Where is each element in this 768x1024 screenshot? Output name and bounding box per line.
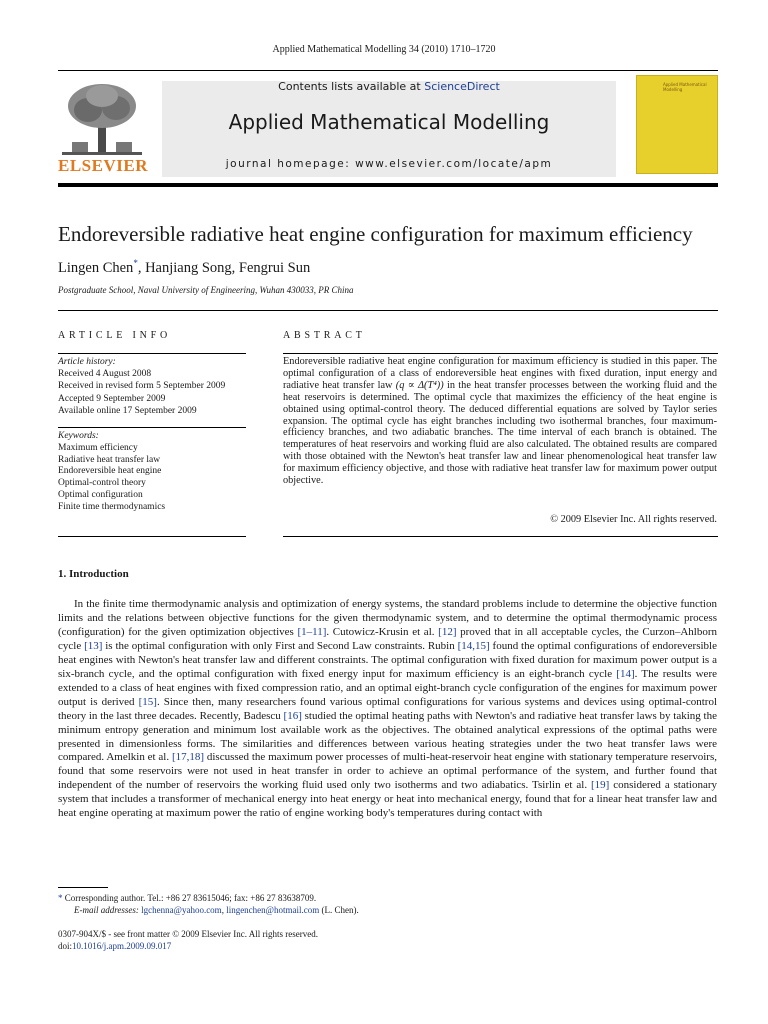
footnote-star: * [58, 893, 63, 903]
contents-prefix: Contents lists available at [278, 80, 425, 93]
keyword: Radiative heat transfer law [58, 454, 161, 465]
journal-homepage[interactable]: journal homepage: www.elsevier.com/locate/apm [225, 158, 553, 170]
journal-reference: Applied Mathematical Modelling 34 (2010) 1710–1720 [272, 44, 496, 55]
abstract-part-2: in the heat transfer processes between the working fluid and the heat reservoirs is determined. The optimal cycle that maximizes the efficiency of the heat engine is obtained using optimal-control theory. The deduced differential equations are solved by Taylor series expansion. The optimal cycle has eight branches including two isothermal branches, four maximum-efficiency branches, and two adiabatic branches. The time interval of each branch is obtained. The temperatures of heat reservoirs and working fluid are also calculated. The obtained results are compared with those obtained with the Newton's heat transfer law and linear phenomenological heat transfer law for maximum efficiency objective, and those with radiative heat transfer law for maximum power output objective. [283, 379, 717, 487]
abstract-formula: (q ∝ Δ(T⁴)) [395, 379, 444, 391]
doi-line [58, 940, 718, 952]
footnote [58, 892, 718, 916]
intro-text: is the optimal configuration with only First and Second Law constraints. Rubin [102, 639, 458, 652]
keyword: Finite time thermodynamics [58, 501, 166, 512]
history-item: Received 4 August 2008 [58, 369, 152, 380]
citation-link[interactable]: [14,15] [457, 639, 490, 652]
header-divider [58, 183, 718, 187]
front-matter [58, 928, 718, 952]
abstract-copyright: © 2009 Elsevier Inc. All rights reserved. [550, 514, 717, 525]
intro-text: . Cutowicz-Krusin et al. [326, 625, 439, 638]
email-label: E-mail addresses: [74, 905, 139, 915]
contents-line [162, 80, 616, 93]
author-rest: , Hanjiang Song, Fengrui Sun [137, 259, 311, 276]
doi-label: doi: [58, 941, 73, 951]
intro-text: considered a stationary system that includes a transformer of mechanical energy into heat energy or heat into mechanical energy, found that for a linear heat transfer law and heat engine operating at maximum power the ratio of engine working body's temperatures during contact with [58, 779, 717, 820]
history-label: Article history: [58, 357, 116, 367]
section-heading-introduction: 1. Introduction [58, 568, 129, 580]
intro-text: In the finite time thermodynamic analysis and optimization of energy systems, the standard problems include to determine the objective function limits and the relations between objective functions for the given thermodynamic system, and to determine the optimal thermodynamic process (configuration) for the given optimization objectives [58, 598, 717, 638]
issn-line: 0307-904X/$ - see front matter © 2009 Elsevier Inc. All rights reserved. [58, 929, 319, 939]
keyword: Optimal-control theory [58, 478, 146, 489]
article-divider [58, 310, 718, 311]
abstract-bottom-rule [283, 536, 718, 537]
citation-link[interactable]: [1–11] [297, 625, 327, 638]
introduction-body [58, 598, 717, 821]
keyword: Optimal configuration [58, 489, 143, 500]
intro-text: proved that in all acceptable cycles, the Curzon–Ahlborn cycle [58, 625, 717, 652]
history-rule [58, 427, 246, 428]
email-suffix: (L. Chen). [319, 905, 359, 915]
citation-link[interactable]: [19] [591, 779, 610, 792]
article-info-heading: ARTICLE INFO [58, 330, 172, 341]
keywords-rule [58, 536, 246, 537]
abstract-part-1: Endoreversible radiative heat engine configuration for maximum efficiency is studied in this paper. The optimal configuration of a class of endoreversible heat engines with fixed duration, input energy and radiative heat transfer law [283, 356, 717, 391]
intro-text: . Since then, many researchers found various optimal configurations for various systems and devices using optimal-control theory in the last three decades. Recently, Badescu [58, 695, 717, 722]
abstract-text [283, 356, 717, 487]
email-separator: , [221, 905, 227, 915]
intro-text: found the optimal configurations of endoreversible heat engines with Newton's heat transfer law and different constraints. The optimal configuration with fixed duration for maximum power output is a six-branch cycle, and the optimal configuration with fixed energy input for maximum efficiency is an eight-branch cycle [58, 639, 717, 680]
journal-cover-image [636, 75, 718, 174]
history-item: Accepted 9 September 2009 [58, 393, 166, 404]
email-link[interactable]: lingenchen@hotmail.com [226, 905, 320, 915]
article-info-rule [58, 353, 246, 354]
keyword: Maximum efficiency [58, 442, 138, 453]
author-list [58, 258, 310, 277]
footnote-rule [58, 887, 108, 888]
citation-link[interactable]: [16] [283, 709, 302, 722]
intro-text: discussed the maximum power processes of multi-heat-reservoir heat engine with stationary temperature reservoirs, found that some reservoirs were not used in heat transfer in order to achieve an optimal performance of the system, and further found that independent of the number of reservoirs the working fluid used only two isotherms and two adiabatics. Tsirlin et al. [58, 751, 717, 792]
author-corresponding: Lingen Chen [58, 259, 134, 276]
elsevier-wordmark: ELSEVIER [58, 156, 148, 175]
doi-link[interactable]: 10.1016/j.apm.2009.09.017 [72, 941, 172, 951]
citation-link[interactable]: [15] [138, 695, 157, 708]
sciencedirect-link[interactable]: ScienceDirect [424, 80, 500, 93]
citation-link[interactable]: [13] [84, 639, 103, 652]
tree-icon [58, 80, 146, 156]
abstract-rule [283, 353, 718, 354]
keywords-label: Keywords: [58, 431, 99, 441]
corresponding-text: Corresponding author. Tel.: +86 27 83615046; fax: +86 27 83638709. [62, 893, 317, 903]
intro-text: . The results were extended to a class of heat engines with fixed compression ratio, and an optimal eight-branch cycle configuration of the engines for maximum power output is derived [58, 667, 717, 708]
keywords [58, 431, 258, 514]
abstract-heading: ABSTRACT [283, 330, 366, 341]
intro-text: studied the optimal heating paths with Newton's and radiative heat transfer laws by taking the minimum entropy generation and minimum lost available work as the objectives. The obtained analytical expressions of the optimal paths were presented in dimensionless forms. The similarities and differences between various heating strategies under the two heat transfer laws were compared. Amelkin et al. [58, 709, 717, 764]
article-history [58, 356, 258, 417]
journal-title: Applied Mathematical Modelling [228, 110, 550, 134]
keyword: Endoreversible heat engine [58, 466, 162, 477]
paper-title: Endoreversible radiative heat engine configuration for maximum efficiency [58, 222, 693, 246]
affiliation: Postgraduate School, Naval University of Engineering, Wuhan 430033, PR China [58, 285, 354, 295]
email-line [58, 904, 718, 916]
citation-link[interactable]: [14] [616, 667, 635, 680]
corresponding-author-note [58, 892, 718, 904]
history-item: Received in revised form 5 September 2009 [58, 381, 226, 392]
cover-title: Applied Mathematical Modelling [663, 82, 707, 92]
corresponding-author-marker[interactable]: * [133, 258, 138, 268]
history-item: Available online 17 September 2009 [58, 405, 197, 416]
citation-link[interactable]: [17,18] [171, 751, 205, 764]
top-rule [58, 70, 718, 71]
email-link[interactable]: lgchenna@yahoo.com [141, 905, 222, 915]
citation-link[interactable]: [12] [438, 625, 457, 638]
